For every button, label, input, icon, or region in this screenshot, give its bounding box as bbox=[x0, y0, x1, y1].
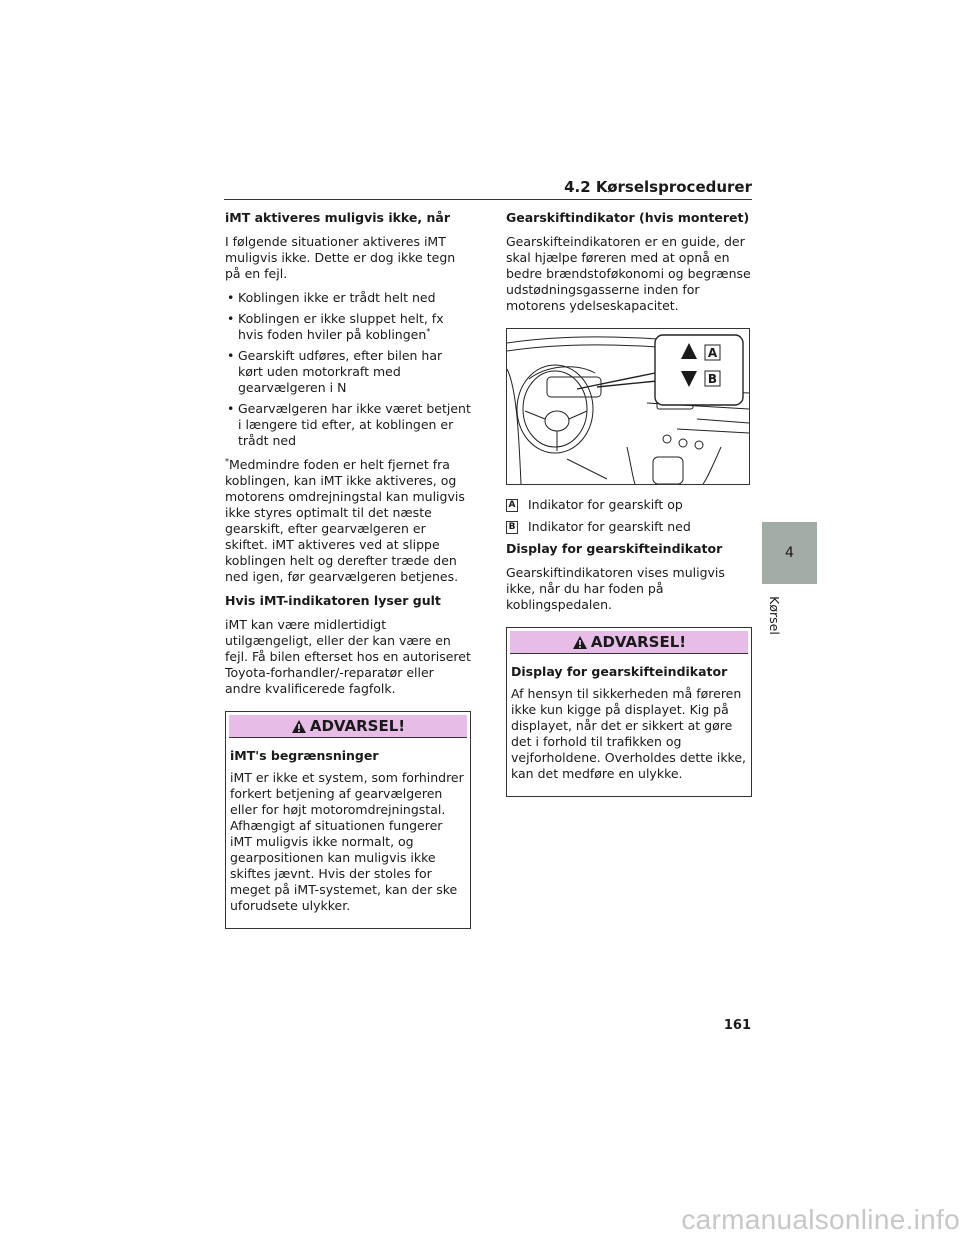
page-number: 161 bbox=[723, 1018, 751, 1033]
warning-box-display bbox=[506, 627, 752, 797]
footnote-marker: * bbox=[426, 326, 431, 336]
intro-paragraph: I følgende situationer aktiveres iMT muligvis ikke. Dette er dog ikke tegn på en fejl. bbox=[225, 234, 456, 281]
heading-imt-indicator-yellow: Hvis iMT-indikatoren lyser gult bbox=[225, 593, 441, 608]
chapter-label: Kørsel bbox=[766, 595, 782, 635]
warning-icon bbox=[572, 635, 588, 650]
condition-list bbox=[225, 290, 471, 449]
section-title: 4.2 Kørselsprocedurer bbox=[564, 178, 752, 196]
left-column bbox=[225, 210, 471, 929]
shift-indicator-description: Gearskifteindikatoren er en guide, der skal hjælpe føreren med at opnå en bedre brændstoføkonomi og begrænse udstødningsgasserne inden for motorens ydelseskapacitet. bbox=[506, 234, 751, 313]
paragraph-imt-unavailable: iMT kan være midlertidigt utilgængeligt, eller der kan være en fejl. Få bilen efterset hos en autoriseret Toyota-forhandler/-reparatør eller andre kvalificerede fagfolk. bbox=[225, 617, 471, 696]
heading-imt-not-active: iMT aktiveres muligvis ikke, når bbox=[225, 210, 450, 225]
figure-label-a: A bbox=[707, 346, 718, 360]
warning-title: ADVARSEL! bbox=[309, 717, 406, 735]
chapter-number: 4 bbox=[785, 545, 794, 561]
display-paragraph: Gearskiftindikatoren vises muligvis ikke, når du har foden på koblingspedalen. bbox=[506, 565, 725, 612]
warning-heading: iMT's begrænsninger bbox=[230, 748, 379, 763]
figure-label-b: B bbox=[707, 372, 718, 386]
watermark: carmanualsonline.info bbox=[681, 1204, 960, 1235]
footnote: *Medmindre foden er helt fjernet fra koblingen, kan iMT ikke aktiveres, og motorens omdrejningstal kan muligvis ikke styres optimalt til det næste gearskift, efter gearvælgeren er skiftet. iMT aktiveres ved at slippe koblingen helt og derefter træde den ned igen, før gearvælgeren betjenes. bbox=[225, 456, 465, 584]
warning-title: ADVARSEL! bbox=[590, 633, 687, 651]
legend-key: A bbox=[506, 499, 518, 512]
warning-header bbox=[510, 631, 748, 654]
chapter-tab[interactable] bbox=[762, 522, 817, 584]
legend-text: Indikator for gearskift ned bbox=[528, 519, 691, 534]
heading-shift-indicator: Gearskiftindikator (hvis monteret) bbox=[506, 210, 750, 225]
heading-display: Display for gearskifteindikator bbox=[506, 541, 723, 556]
warning-box-imt bbox=[225, 711, 471, 929]
warning-header bbox=[229, 715, 467, 738]
warning-text: Af hensyn til sikkerheden må føreren ikke kun kigge på displayet. Kig på displayet, når det er sikkert at gøre det i forhold til trafikken og vejforholdene. Overholdes dette ikke, kan det medføre en ulykke. bbox=[511, 686, 747, 781]
warning-text: iMT er ikke et system, som forhindrer forkert betjening af gearvælgeren eller for højt motoromdrejningstal. Afhængigt af situationen fungerer iMT muligvis ikke normalt, og gearpositionen kan muligvis ikke skiftes jævnt. Hvis der stoles for meget på iMT-systemet, kan der ske uforudsete ulykker. bbox=[230, 770, 464, 913]
list-item: • Gearskift udføres, efter bilen har kørt uden motorkraft med gearvælgeren i N bbox=[225, 348, 471, 396]
list-item: • Koblingen er ikke sluppet helt, fx hvis foden hviler på koblingen* bbox=[225, 311, 471, 343]
footnote-marker: * bbox=[225, 456, 229, 466]
right-column bbox=[506, 210, 752, 797]
warning-icon bbox=[291, 719, 307, 734]
list-item: • Koblingen ikke er trådt helt ned bbox=[225, 290, 471, 306]
warning-heading: Display for gearskifteindikator bbox=[511, 664, 728, 679]
legend-key: B bbox=[506, 521, 518, 534]
dashboard-illustration bbox=[506, 328, 750, 485]
legend-item-a bbox=[506, 497, 752, 513]
legend-item-b bbox=[506, 519, 752, 535]
header-divider bbox=[224, 199, 752, 200]
list-item: • Gearvælgeren har ikke været betjent i længere tid efter, at koblingen er trådt ned bbox=[225, 401, 471, 449]
dashboard-drawing bbox=[507, 329, 749, 484]
legend-text: Indikator for gearskift op bbox=[528, 497, 683, 512]
